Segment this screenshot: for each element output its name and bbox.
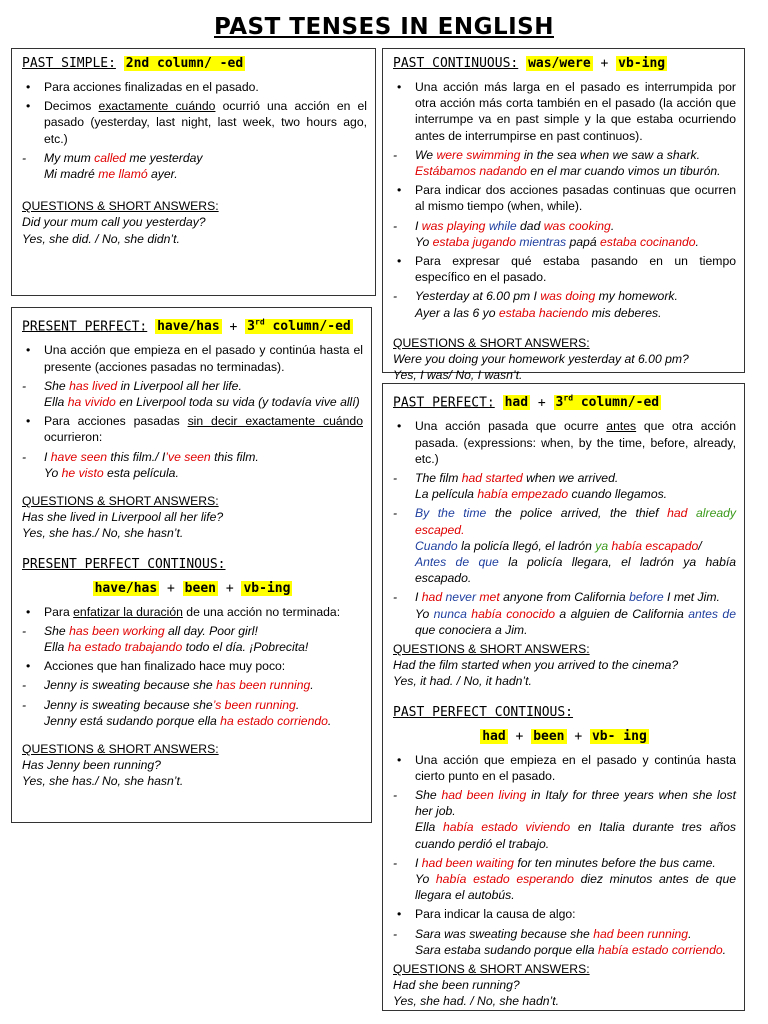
list-item: • Una acción pasada que ocurre antes que otra acción pasada. (expressions: when, by the time, before, already, etc.) — [393, 418, 736, 467]
past-perfect-list — [393, 418, 736, 638]
example: - My mum called me yesterday Mi madré me llamó ayer. — [22, 150, 367, 182]
example: - By the time the police arrived, the thief had already escaped. Cuando la policía llegó, el ladrón ya había escapado/ Antes de que la policía llegara, el ladrón ya había escapado. — [393, 505, 736, 586]
list-item: • Para expresar qué estaba pasando en un tiempo específico en el pasado. — [393, 253, 736, 285]
qa-section: QUESTIONS & SHORT ANSWERS: Had she been running? Yes, she had. / No, she hadn’t. — [393, 962, 590, 1009]
example: - We were swimming in the sea when we saw a shark. Estábamos nadando en el mar cuando vimos un tiburón. — [393, 147, 736, 179]
qa-section: QUESTIONS & SHORT ANSWERS: Had the film started when you arrived to the cinema? Yes, it had. / No, it hadn’t. — [393, 641, 679, 689]
present-perfect-box — [11, 307, 372, 823]
example: - She has lived in Liverpool all her life. Ella ha vivido en Liverpool toda su vida (y todavía vive allí) — [22, 378, 363, 410]
example: - I had been waiting for ten minutes before the bus came. Yo había estado esperando diez minutos antes de que llegara el autobús. — [393, 855, 736, 904]
example: - She has been working all day. Poor girl! Ella ha estado trabajando todo el día. ¡Pobrecita! — [22, 623, 363, 655]
list-item: • Una acción más larga en el pasado es interrumpida por otra acción más corta también en el pasado (la acción que interrumpe va en past simple y la que estaba ocurriendo antes de interrumpirse en past continuos). — [393, 79, 736, 144]
list-item: • Para acciones pasadas sin decir exactamente cuándo ocurrieron: — [22, 413, 363, 445]
past-perfect-continuous-heading: PAST PERFECT CONTINOUS: — [393, 704, 574, 720]
example: - Jenny is sweating because she’s been running. Jenny está sudando porque ella ha estado corriendo. — [22, 697, 363, 729]
past-simple-box — [11, 48, 376, 296]
past-continuous-box — [382, 48, 745, 383]
qa-section: QUESTIONS & SHORT ANSWERS: Has she lived in Liverpool all her life? Yes, she has./ No, she hasn’t. — [22, 493, 224, 541]
example: - I had never met anyone from California before I met Jim. Yo nunca había conocido a alguien de California antes de que conociera a Jim. — [393, 589, 736, 638]
present-perfect-continuous-list — [22, 604, 363, 729]
qa-section: QUESTIONS & SHORT ANSWERS: Has Jenny been running? Yes, she has./ No, she hasn’t. — [22, 741, 219, 789]
past-perfect-continuous-formula: had + been + vb- ing — [482, 728, 647, 744]
list-item: • Para indicar dos acciones pasadas continuas que ocurren al mismo tiempo (when, while). — [393, 182, 736, 214]
list-item: • Una acción que empieza en el pasado y continúa hasta cierto punto en el pasado. — [393, 752, 736, 784]
past-simple-list — [22, 79, 367, 182]
example: - The film had started when we arrived. La película había empezado cuando llegamos. — [393, 470, 736, 502]
past-perfect-continuous-list — [393, 752, 736, 958]
list-item: • Una acción que empieza en el pasado y continúa hasta el presente (acciones pasadas no terminadas). — [22, 342, 363, 374]
page-title: PAST TENSES IN ENGLISH — [214, 14, 554, 40]
list-item: • Acciones que han finalizado hace muy poco: — [22, 658, 363, 674]
list-item: • Para enfatizar la duración de una acción no terminada: — [22, 604, 363, 620]
example: - I was playing while dad was cooking. Yo estaba jugando mientras papá estaba cocinando. — [393, 218, 736, 250]
present-perfect-heading: PRESENT PERFECT: have/has + 3rd column/-ed — [22, 318, 351, 335]
list-item: • Para indicar la causa de algo: — [393, 906, 736, 922]
present-perfect-continuous-heading: PRESENT PERFECT CONTINOUS: — [22, 556, 226, 572]
present-perfect-list — [22, 342, 363, 481]
qa-section: QUESTIONS & SHORT ANSWERS: Did your mum call you yesterday? Yes, she did. / No, she didn’t. — [22, 199, 219, 246]
example: - Jenny is sweating because she has been running. — [22, 677, 363, 693]
list-item: • Para acciones finalizadas en el pasado. — [22, 79, 367, 95]
example: - She had been living in Italy for three years when she lost her job. Ella había estado viviendo en Italia durante tres años cuando perdió el trabajo. — [393, 787, 736, 852]
example: - I have seen this film./ I’ve seen this film. Yo he visto esta película. — [22, 449, 363, 481]
example: - Yesterday at 6.00 pm I was doing my homework. Ayer a las 6 yo estaba haciendo mis deberes. — [393, 288, 736, 320]
example: - Sara was sweating because she had been running. Sara estaba sudando porque ella había estado corriendo. — [393, 926, 736, 958]
past-continuous-list — [393, 79, 736, 321]
list-item: • Decimos exactamente cuándo ocurrió una acción en el pasado (yesterday, last night, last week, two hours ago, etc.) — [22, 98, 367, 147]
present-perfect-continuous-formula: have/has + been + vb-ing — [94, 580, 291, 596]
qa-section: QUESTIONS & SHORT ANSWERS: Were you doing your homework yesterday at 6.00 pm? Yes, I was/ No, I wasn’t. — [393, 335, 689, 383]
past-simple-heading: PAST SIMPLE: 2nd column/ -ed — [22, 56, 244, 71]
past-perfect-heading: PAST PERFECT: had + 3rd column/-ed — [393, 394, 660, 411]
past-perfect-box — [382, 383, 745, 1011]
past-continuous-heading: PAST CONTINUOUS: was/were + vb-ing — [393, 56, 666, 71]
